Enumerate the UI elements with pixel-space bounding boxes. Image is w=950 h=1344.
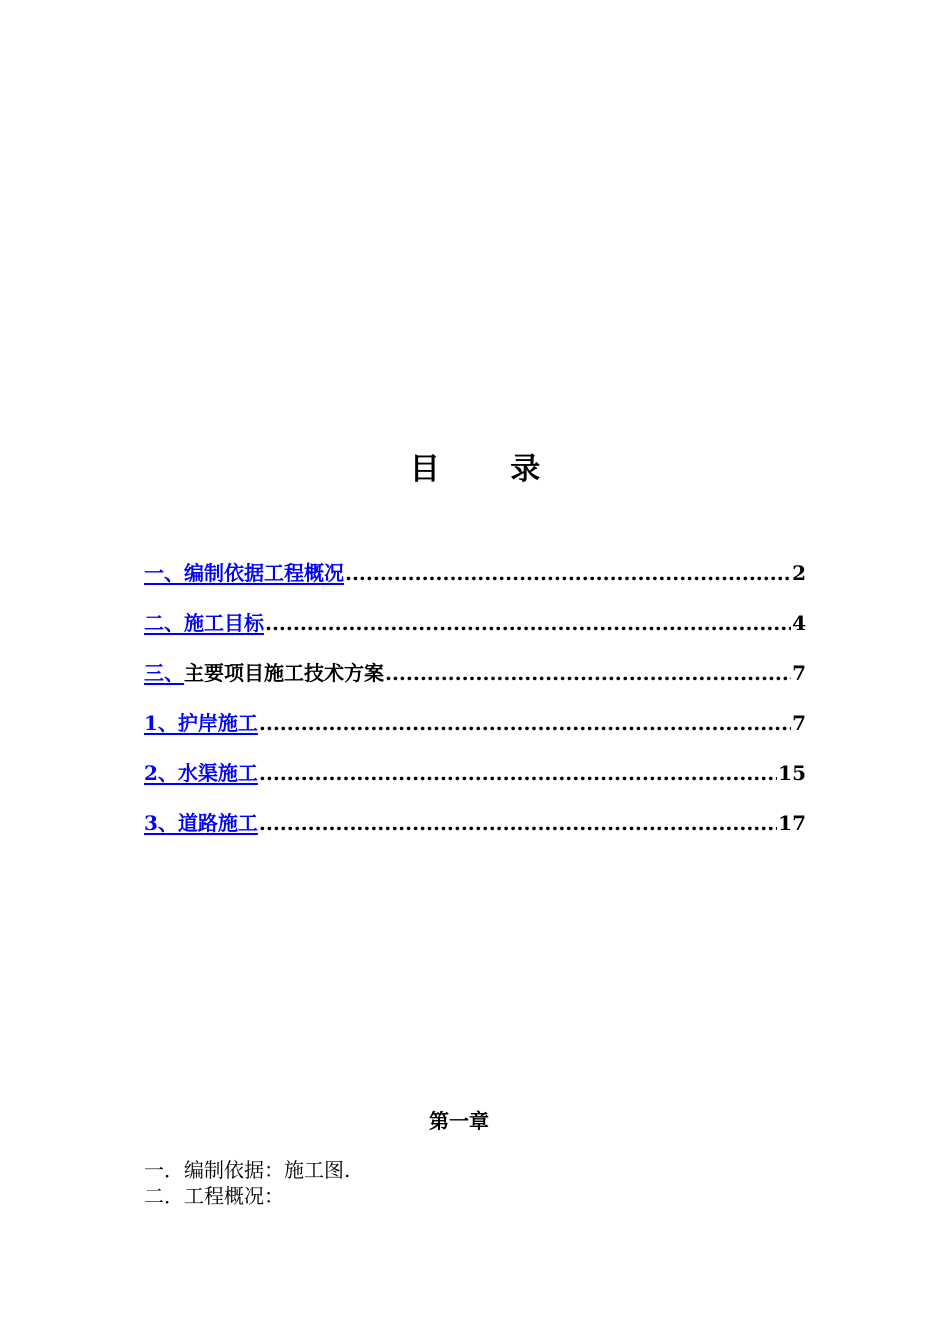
toc-entry-canal — [144, 756, 806, 806]
toc-link-canal[interactable]: 2、水渠施工 — [144, 761, 258, 785]
toc-page-number: 7 — [792, 661, 806, 685]
toc-leader-dots — [259, 706, 791, 740]
toc-page-number: 17 — [778, 811, 806, 835]
section-line-basis: 一．编制依据：施工图. — [144, 1158, 351, 1182]
table-of-contents — [144, 556, 806, 856]
toc-leader-dots — [265, 606, 791, 640]
toc-page-number: 4 — [792, 611, 806, 635]
toc-leader-dots — [259, 756, 777, 790]
toc-page-number: 15 — [778, 761, 806, 785]
section-line-overview: 二．工程概况： — [144, 1184, 284, 1208]
toc-page-number: 2 — [792, 561, 806, 585]
toc-entry-construction-goals — [144, 606, 806, 656]
toc-link-construction-goals[interactable]: 二、施工目标 — [144, 611, 264, 635]
toc-page-number: 7 — [792, 711, 806, 735]
chapter-heading: 第一章 — [429, 1109, 489, 1133]
toc-leader-dots — [345, 556, 791, 590]
toc-entry-technical-plan — [144, 656, 806, 706]
toc-link-road[interactable]: 3、道路施工 — [144, 811, 258, 835]
toc-label-technical-plan: 主要项目施工技术方案 — [184, 661, 384, 685]
toc-title: 目 录 — [409, 452, 571, 487]
toc-link-technical-plan[interactable]: 三、 — [144, 661, 184, 685]
toc-leader-dots — [259, 806, 777, 840]
toc-link-basis-overview[interactable]: 一、编制依据工程概况 — [144, 561, 344, 585]
toc-link-revetment[interactable]: 1、护岸施工 — [144, 711, 258, 735]
toc-entry-basis-overview — [144, 556, 806, 606]
toc-entry-road — [144, 806, 806, 856]
toc-leader-dots — [385, 656, 791, 690]
toc-entry-revetment — [144, 706, 806, 756]
